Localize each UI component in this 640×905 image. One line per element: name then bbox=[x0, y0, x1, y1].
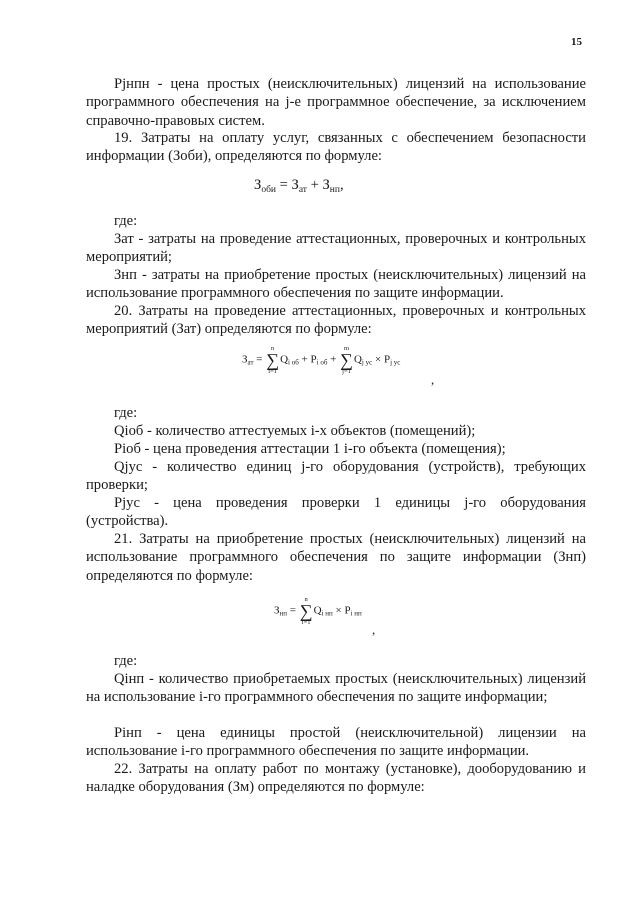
paragraph-zat-def: Зат - затраты на проведение аттестационных, проверочных и контрольных мероприятий; bbox=[86, 231, 586, 266]
paragraph-znp-def: Знп - затраты на приобретение простых (неисключительных) лицензий на использование программного обеспечения по защите информации. bbox=[86, 267, 586, 302]
paragraph-qinp: Qiнп - количество приобретаемых простых (неисключительных) лицензий на использование i-го программного обеспечения по защите информации; bbox=[86, 671, 586, 706]
paragraph-piob: Pioб - цена проведения аттестации 1 i-го объекта (помещения); bbox=[114, 441, 506, 457]
where-label-1: где: bbox=[114, 213, 138, 229]
summation-sign: n ∑ i=1 bbox=[266, 345, 280, 375]
paragraph-pjus: Pjус - цена проведения проверки 1 единицы j-го оборудования (устройства). bbox=[86, 495, 586, 530]
where-label-3: где: bbox=[114, 653, 138, 669]
paragraph-19: 19. Затраты на оплату услуг, связанных с обеспечением безопасности информации (Зоби), определяются по формуле: bbox=[86, 130, 586, 165]
page-number: 15 bbox=[571, 36, 582, 48]
formula-zat: $З_{ат}$ = n ∑ i=1 $Q_{i об} + P_{i об}$ + m ∑ j=1 $Q_{j ус} \times P_{j ус}$ bbox=[242, 345, 401, 375]
paragraph-pinp: Piнп - цена единицы простой (неисключительной) лицензии на использование i-го программного обеспечения по защите информации. bbox=[86, 725, 586, 760]
summation-sign: m ∑ j=1 bbox=[340, 345, 353, 375]
paragraph-qiob: Qioб - количество аттестуемых i-х объектов (помещений); bbox=[114, 423, 476, 439]
paragraph-qjus: Qjус - количество единиц j-го оборудования (устройств), требующих проверки; bbox=[86, 459, 586, 494]
paragraph-pjnpn: Pjнпн - цена простых (неисключительных) лицензий на использование программного обеспечения на j-е программное обеспечение, за исключением справочно-правовых систем. bbox=[86, 76, 586, 129]
where-label-2: где: bbox=[114, 405, 138, 421]
formula-comma: , bbox=[372, 622, 376, 637]
paragraph-20: 20. Затраты на проведение аттестационных, проверочных и контрольных мероприятий (Зат) определяются по формуле: bbox=[86, 303, 586, 338]
formula-comma: , bbox=[431, 372, 435, 387]
paragraph-22: 22. Затраты на оплату работ по монтажу (установке), дооборудованию и наладке оборудования (Зм) определяются по формуле: bbox=[86, 761, 586, 796]
formula-znp: $З_{нп}$ = n ∑ i=1 $Q_{i нп} \times P_{i нп}$ bbox=[274, 596, 362, 626]
formula-zobi: $З_{оби} = З_{ат} + З_{нп}$, bbox=[254, 177, 344, 195]
paragraph-21: 21. Затраты на приобретение простых (неисключительных) лицензий на использование программного обеспечения по защите информации (Знп) определяются по формуле: bbox=[86, 531, 586, 584]
summation-sign: n ∑ i=1 bbox=[299, 596, 313, 626]
